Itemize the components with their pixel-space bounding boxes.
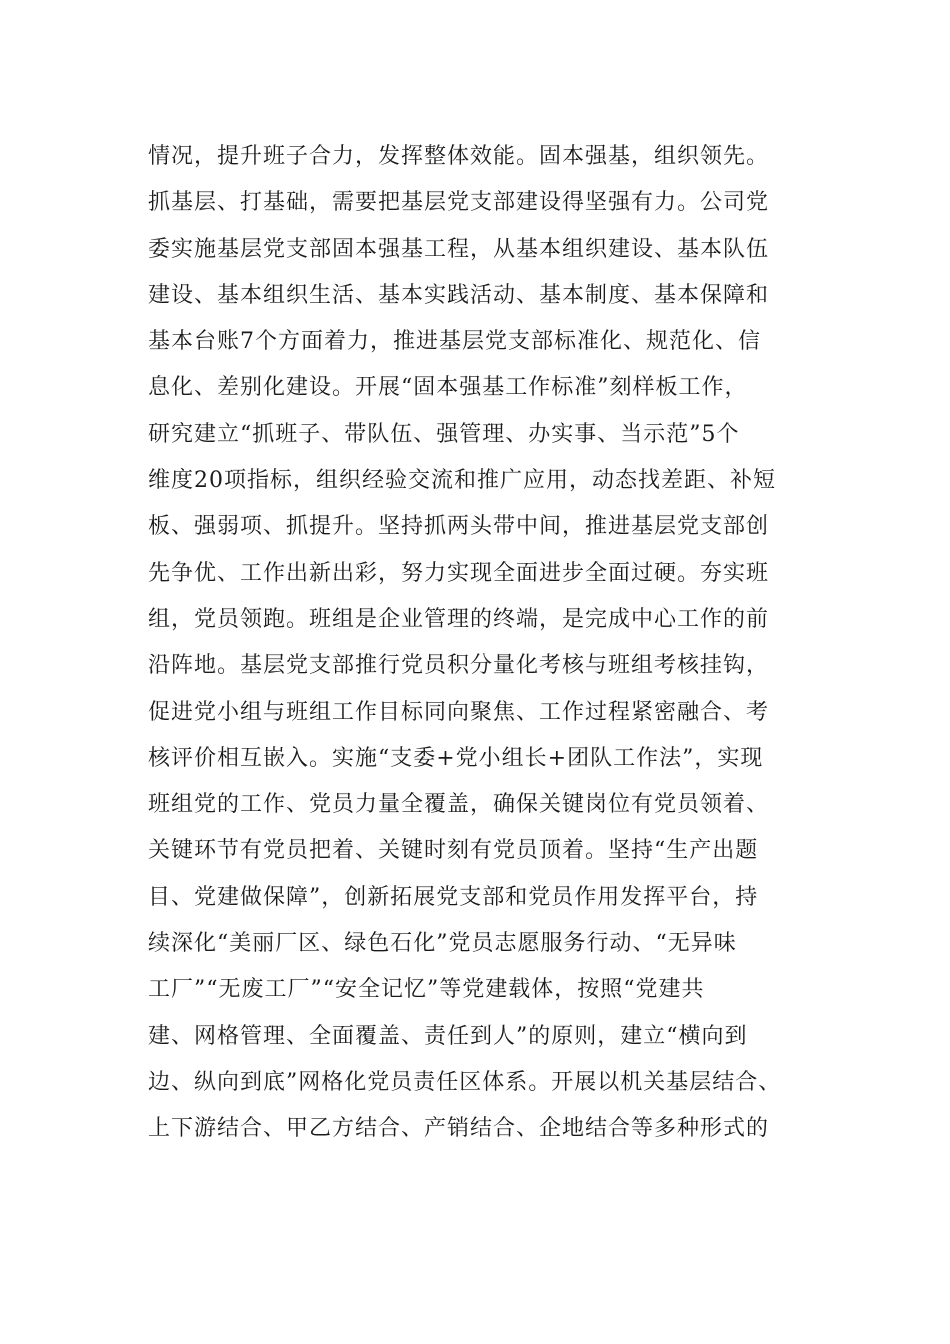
text-line: 促进党小组与班组工作目标同向聚焦、工作过程紧密融合、考 xyxy=(148,699,770,725)
text-line: 基本台账7个方面着力，推进基层党支部标准化、规范化、信 xyxy=(148,329,761,355)
text-line: 板、强弱项、抓提升。坚持抓两头带中间，推进基层党支部创 xyxy=(148,514,770,540)
text-line: 委实施基层党支部固本强基工程，从基本组织建设、基本队伍 xyxy=(148,236,770,262)
text-line: 先争优、工作出新出彩，努力实现全面进步全面过硬。夯实班 xyxy=(148,560,770,586)
text-line: 工厂”“无废工厂”“安全记忆”等党建载体，按照“党建共 xyxy=(148,977,705,1003)
text-line: 建设、基本组织生活、基本实践活动、基本制度、基本保障和 xyxy=(148,282,770,308)
text-line: 建、网格管理、全面覆盖、责任到人”的原则，建立“横向到 xyxy=(148,1023,748,1049)
text-line: 息化、差别化建设。开展“固本强基工作标准”刻样板工作， xyxy=(148,375,748,401)
text-line: 关键环节有党员把着、关键时刻有党员顶着。坚持“生产出题 xyxy=(148,838,759,864)
text-line: 沿阵地。基层党支部推行党员积分量化考核与班组考核挂钩， xyxy=(148,653,770,679)
text-line: 情况，提升班子合力，发挥整体效能。固本强基，组织领先。 xyxy=(148,144,770,169)
text-line: 边、纵向到底”网格化党员责任区体系。开展以机关基层结合、 xyxy=(148,1069,782,1095)
text-line: 核评价相互嵌入。实施“支委+党小组长+团队工作法”，实现 xyxy=(148,745,764,771)
text-line: 上下游结合、甲乙方结合、产销结合、企地结合等多种形式的 xyxy=(148,1116,770,1142)
body-text xyxy=(148,134,828,1153)
text-line: 研究建立“抓班子、带队伍、强管理、办实事、当示范”5个 xyxy=(148,421,740,447)
text-line: 续深化“美丽厂区、绿色石化”党员志愿服务行动、“无异味 xyxy=(148,931,737,957)
text-line: 抓基层、打基础，需要把基层党支部建设得坚强有力。公司党 xyxy=(148,190,770,216)
text-line: 维度20项指标，组织经验交流和推广应用，动态找差距、补短 xyxy=(148,468,776,494)
text-line: 班组党的工作、党员力量全覆盖，确保关键岗位有党员领着、 xyxy=(148,792,770,818)
text-line: 组，党员领跑。班组是企业管理的终端，是完成中心工作的前 xyxy=(148,606,770,632)
text-line: 目、党建做保障”，创新拓展党支部和党员作用发挥平台，持 xyxy=(148,884,759,910)
